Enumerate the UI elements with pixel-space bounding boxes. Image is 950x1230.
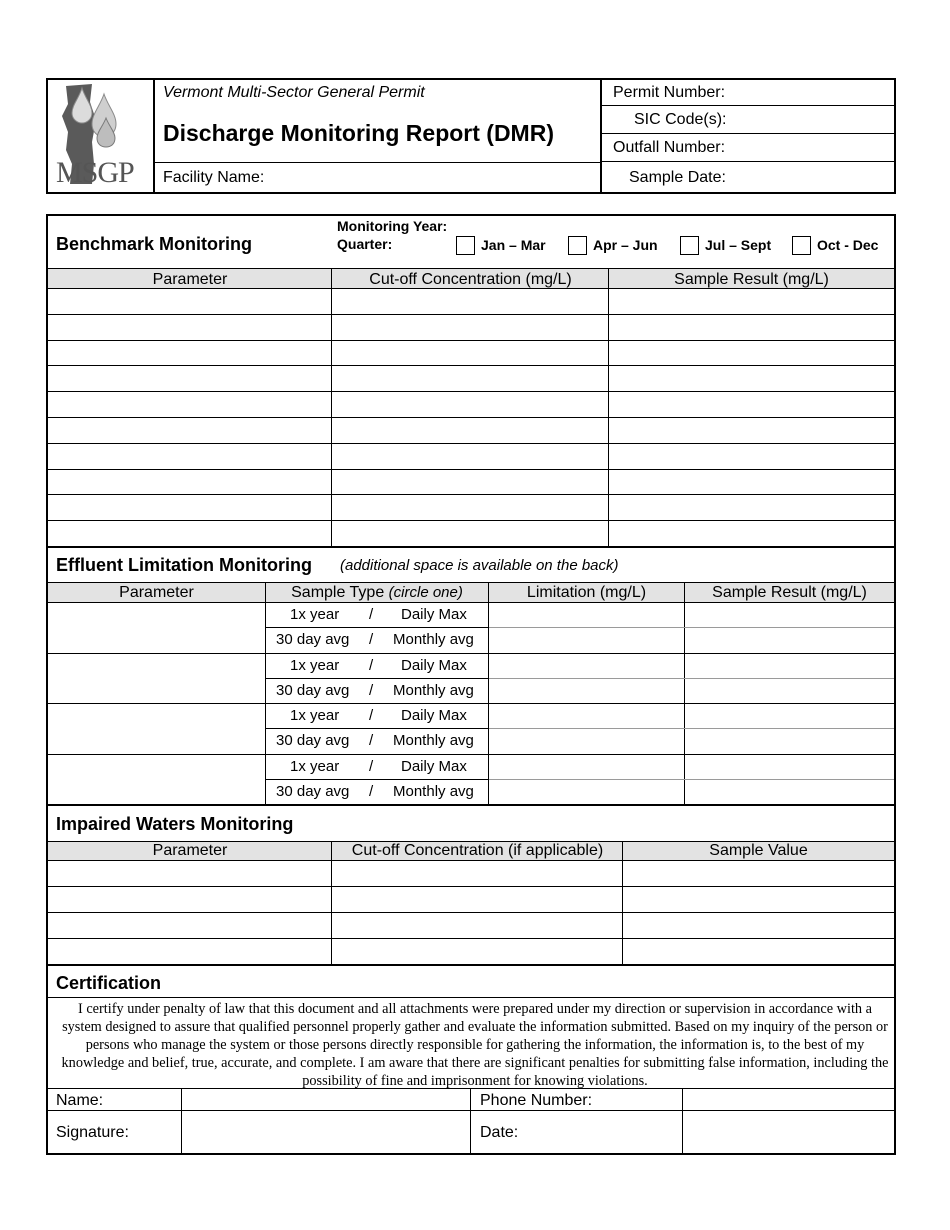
impaired-parameter-cell[interactable]	[50, 887, 330, 911]
outfall-number-label: Outfall Number:	[613, 139, 726, 156]
benchmark-parameter-cell[interactable]	[50, 366, 330, 390]
sample-date-field[interactable]	[736, 163, 893, 192]
quarter-label-q3: Jul – Sept	[705, 237, 772, 253]
benchmark-cutoff-cell[interactable]	[333, 444, 607, 468]
option-monthly-avg[interactable]: Monthly avg	[393, 681, 474, 699]
benchmark-result-cell[interactable]	[610, 444, 892, 468]
benchmark-result-cell[interactable]	[610, 470, 892, 494]
effluent-result-cell[interactable]	[686, 704, 892, 727]
effluent-result-cell[interactable]	[686, 654, 892, 677]
facility-name-label: Facility Name:	[163, 169, 265, 186]
row-divider	[266, 728, 488, 729]
option-monthly-avg[interactable]: Monthly avg	[393, 631, 474, 649]
benchmark-result-cell[interactable]	[610, 315, 892, 339]
effluent-col-sample-type	[266, 585, 488, 601]
impaired-parameter-cell[interactable]	[50, 913, 330, 937]
option-daily-max[interactable]: Daily Max	[401, 606, 467, 623]
effluent-limitation-cell[interactable]	[490, 755, 683, 778]
divider	[48, 997, 894, 998]
quarter-label-q1: Jan – Mar	[481, 237, 546, 253]
benchmark-result-cell[interactable]	[610, 341, 892, 365]
phone-field[interactable]	[684, 1090, 893, 1109]
row-divider	[266, 678, 488, 679]
option-30-day-avg[interactable]: 30 day avg	[276, 681, 350, 699]
certification-title: Certification	[56, 973, 162, 993]
benchmark-result-cell[interactable]	[610, 392, 892, 416]
sic-codes-label: SIC Code(s):	[634, 111, 727, 128]
row-divider	[266, 627, 488, 628]
header-divider	[601, 161, 895, 162]
divider	[684, 582, 685, 805]
benchmark-cutoff-cell[interactable]	[333, 315, 607, 339]
option-1x-year[interactable]: 1x year	[290, 606, 340, 623]
option-separator: /	[369, 681, 374, 699]
effluent-result-cell[interactable]	[686, 628, 892, 651]
impaired-col-parameter: Parameter	[152, 842, 228, 859]
permit-number-label: Permit Number:	[613, 84, 726, 101]
effluent-note: (additional space is available on the back)	[340, 557, 619, 574]
benchmark-cutoff-cell[interactable]	[333, 392, 607, 416]
benchmark-parameter-cell[interactable]	[50, 470, 330, 494]
msgp-logo	[52, 80, 150, 190]
benchmark-col-result: Sample Result (mg/L)	[674, 271, 829, 288]
effluent-col-result: Sample Result (mg/L)	[712, 584, 867, 601]
quarter-checkbox-q1[interactable]	[456, 236, 475, 255]
effluent-col-limitation: Limitation (mg/L)	[526, 584, 647, 601]
option-separator: /	[369, 606, 374, 623]
option-monthly-avg[interactable]: Monthly avg	[393, 782, 474, 800]
effluent-limitation-cell[interactable]	[490, 654, 683, 677]
name-field[interactable]	[183, 1090, 469, 1109]
benchmark-parameter-cell[interactable]	[50, 315, 330, 339]
impaired-cutoff-cell[interactable]	[333, 887, 621, 911]
impaired-cutoff-cell[interactable]	[333, 913, 621, 937]
signature-field[interactable]	[183, 1112, 469, 1152]
benchmark-title: Benchmark Monitoring	[56, 234, 253, 254]
sample-type-hint: (circle one)	[388, 584, 463, 601]
page-title: Discharge Monitoring Report (DMR)	[163, 120, 554, 146]
effluent-parameter-cell[interactable]	[50, 704, 264, 753]
logo-text: MSGP	[56, 156, 134, 189]
option-30-day-avg[interactable]: 30 day avg	[276, 732, 350, 750]
benchmark-col-parameter: Parameter	[152, 271, 228, 288]
option-separator: /	[369, 782, 374, 800]
benchmark-parameter-cell[interactable]	[50, 289, 330, 313]
option-1x-year[interactable]: 1x year	[290, 707, 340, 724]
benchmark-result-cell[interactable]	[610, 495, 892, 519]
effluent-result-cell[interactable]	[686, 603, 892, 626]
option-daily-max[interactable]: Daily Max	[401, 707, 467, 724]
signature-label: Signature:	[56, 1124, 129, 1141]
divider	[265, 582, 266, 805]
divider	[488, 582, 489, 805]
divider	[48, 268, 894, 269]
quarter-checkbox-q2[interactable]	[568, 236, 587, 255]
impaired-value-cell[interactable]	[624, 887, 892, 911]
option-separator: /	[369, 656, 374, 674]
impaired-col-value: Sample Value	[709, 842, 808, 859]
name-label: Name:	[56, 1092, 104, 1109]
benchmark-result-cell[interactable]	[610, 521, 892, 545]
benchmark-parameter-cell[interactable]	[50, 495, 330, 519]
benchmark-result-cell[interactable]	[610, 289, 892, 313]
header-divider	[154, 162, 601, 163]
effluent-parameter-cell[interactable]	[50, 654, 264, 703]
effluent-limitation-cell[interactable]	[490, 780, 683, 803]
outfall-number-field[interactable]	[736, 135, 893, 160]
effluent-title: Effluent Limitation Monitoring	[56, 555, 312, 575]
sample-date-label: Sample Date:	[629, 169, 726, 186]
effluent-parameter-cell[interactable]	[50, 755, 264, 804]
section-divider	[48, 964, 894, 966]
section-divider	[48, 804, 894, 806]
phone-label: Phone Number:	[480, 1092, 593, 1109]
row-divider	[266, 779, 488, 780]
effluent-result-cell[interactable]	[686, 729, 892, 752]
option-separator: /	[369, 757, 374, 775]
facility-name-field[interactable]	[280, 165, 598, 191]
benchmark-col-cutoff: Cut-off Concentration (mg/L)	[369, 271, 572, 288]
divider	[48, 1110, 894, 1111]
permit-number-field[interactable]	[736, 80, 893, 104]
benchmark-parameter-cell[interactable]	[50, 392, 330, 416]
header-divider	[153, 78, 155, 194]
option-monthly-avg[interactable]: Monthly avg	[393, 732, 474, 750]
effluent-limitation-cell[interactable]	[490, 729, 683, 752]
option-daily-max[interactable]: Daily Max	[401, 656, 467, 674]
effluent-limitation-cell[interactable]	[490, 628, 683, 651]
quarter-checkbox-q3[interactable]	[680, 236, 699, 255]
divider	[470, 1088, 471, 1154]
impaired-value-cell[interactable]	[624, 939, 892, 963]
effluent-result-cell[interactable]	[686, 679, 892, 702]
header-divider	[601, 105, 895, 106]
quarter-label: Quarter:	[337, 236, 393, 252]
divider	[48, 1088, 894, 1089]
option-daily-max[interactable]: Daily Max	[401, 757, 467, 775]
impaired-value-cell[interactable]	[624, 913, 892, 937]
section-divider	[48, 546, 894, 548]
benchmark-parameter-cell[interactable]	[50, 444, 330, 468]
date-label: Date:	[480, 1124, 519, 1141]
effluent-parameter-cell[interactable]	[50, 603, 264, 652]
option-separator: /	[369, 732, 374, 750]
benchmark-parameter-cell[interactable]	[50, 341, 330, 365]
impaired-title: Impaired Waters Monitoring	[56, 814, 294, 834]
benchmark-parameter-cell[interactable]	[50, 418, 330, 442]
option-30-day-avg[interactable]: 30 day avg	[276, 631, 350, 649]
benchmark-result-cell[interactable]	[610, 418, 892, 442]
effluent-result-cell[interactable]	[686, 780, 892, 803]
option-30-day-avg[interactable]: 30 day avg	[276, 782, 350, 800]
benchmark-cutoff-cell[interactable]	[333, 289, 607, 313]
sic-codes-field[interactable]	[736, 107, 893, 132]
quarter-label-q2: Apr – Jun	[593, 237, 658, 253]
header-divider	[600, 78, 602, 194]
impaired-parameter-cell[interactable]	[50, 861, 330, 885]
benchmark-parameter-cell[interactable]	[50, 521, 330, 545]
benchmark-cutoff-cell[interactable]	[333, 418, 607, 442]
quarter-label-q4: Oct - Dec	[817, 237, 879, 253]
benchmark-cutoff-cell[interactable]	[333, 470, 607, 494]
benchmark-cutoff-cell[interactable]	[333, 495, 607, 519]
divider	[682, 1088, 683, 1154]
impaired-cutoff-cell[interactable]	[333, 861, 621, 885]
effluent-col-parameter: Parameter	[119, 584, 194, 601]
benchmark-cutoff-cell[interactable]	[333, 341, 607, 365]
divider	[331, 841, 332, 965]
impaired-cutoff-cell[interactable]	[333, 939, 621, 963]
quarter-checkbox-q4[interactable]	[792, 236, 811, 255]
benchmark-cutoff-cell[interactable]	[333, 366, 607, 390]
effluent-result-cell[interactable]	[686, 755, 892, 778]
header-divider	[601, 133, 895, 134]
divider	[622, 841, 623, 965]
divider	[48, 582, 894, 583]
option-separator: /	[369, 631, 374, 649]
option-1x-year[interactable]: 1x year	[290, 656, 340, 674]
monitoring-year-field[interactable]	[464, 217, 664, 234]
option-separator: /	[369, 707, 374, 724]
certification-statement: I certify under penalty of law that this document and all attachments were prepared under my direction or supervision in accordance with a system designed to assure that qualified personnel properly gather and evaluate the information submitted. Based on my inquiry of the person or persons who manage the system or those persons directly responsible for gathering the information, the information is, to the best of my knowledge and belief, true, accurate, and complete. I am aware that there are significant penalties for submitting false information, including the possibility of fine and imprisonment for knowing violations.	[61, 1001, 889, 1089]
benchmark-cutoff-cell[interactable]	[333, 521, 607, 545]
effluent-limitation-cell[interactable]	[490, 704, 683, 727]
date-field[interactable]	[684, 1112, 893, 1152]
divider	[181, 1088, 182, 1154]
monitoring-year-label: Monitoring Year:	[337, 218, 448, 234]
permit-program: Vermont Multi-Sector General Permit	[163, 84, 425, 101]
benchmark-result-cell[interactable]	[610, 366, 892, 390]
sample-type-label: Sample Type	[291, 584, 385, 601]
impaired-value-cell[interactable]	[624, 861, 892, 885]
impaired-col-cutoff: Cut-off Concentration (if applicable)	[351, 842, 604, 859]
effluent-limitation-cell[interactable]	[490, 679, 683, 702]
impaired-parameter-cell[interactable]	[50, 939, 330, 963]
option-1x-year[interactable]: 1x year	[290, 757, 340, 775]
effluent-limitation-cell[interactable]	[490, 603, 683, 626]
